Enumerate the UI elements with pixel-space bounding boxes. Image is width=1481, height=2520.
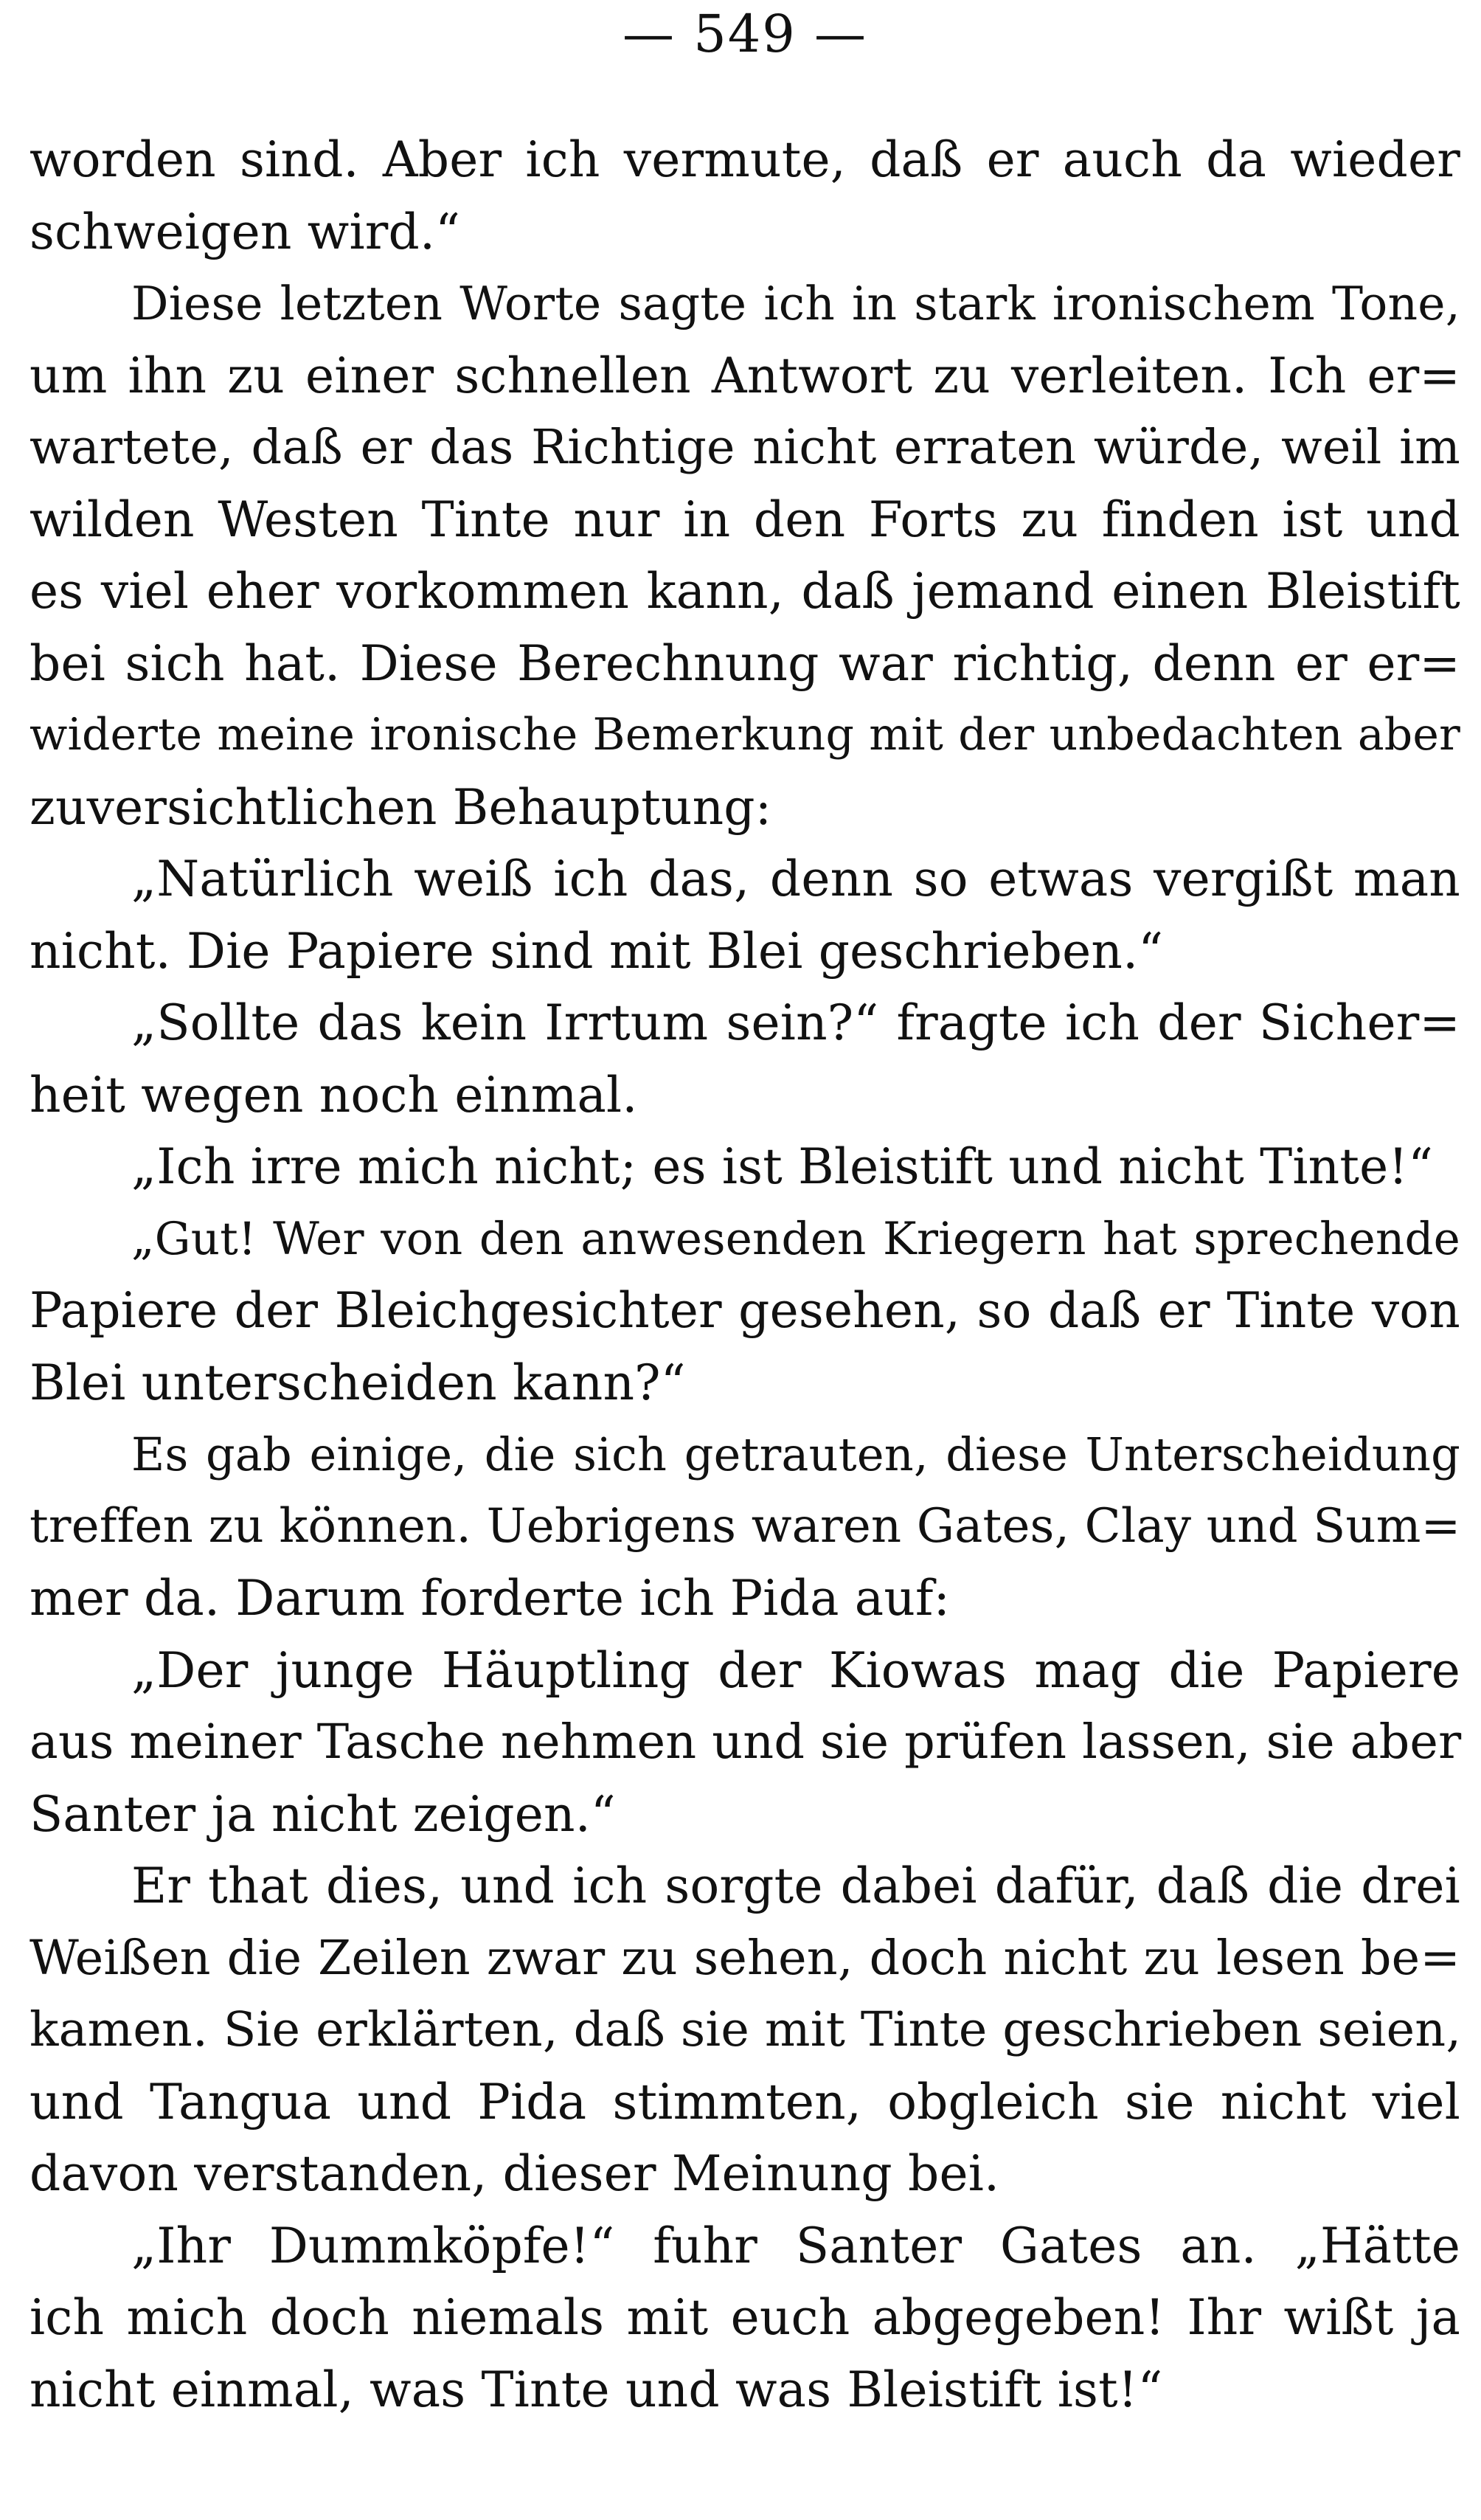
- text-line: ich mich doch niemals mit euch abgegeben! Ihr wißt ja: [30, 2289, 1460, 2346]
- text-line: worden sind. Aber ich vermute, daß er auch da wieder: [30, 131, 1460, 188]
- text-line: Er that dies, und ich sorgte dabei dafür, daß die drei: [131, 1858, 1460, 1914]
- text-line: Es gab einige, die sich getrauten, diese Unterscheidung: [131, 1427, 1460, 1481]
- text-line: zuversichtlichen Behauptung:: [30, 778, 772, 836]
- text-line: widerte meine ironische Bemerkung mit der unbedachten aber: [30, 709, 1460, 761]
- text-line: Santer ja nicht zeigen.“: [30, 1785, 616, 1843]
- text-line: um ihn zu einer schnellen Antwort zu verleiten. Ich er=: [30, 347, 1460, 404]
- text-line: davon verstanden, dieser Meinung bei.: [30, 2145, 1000, 2202]
- text-line: „Sollte das kein Irrtum sein?“ fragte ich der Sicher=: [131, 994, 1460, 1051]
- text-line: und Tangua und Pida stimmten, obgleich sie nicht viel: [30, 2073, 1460, 2130]
- text-line: kamen. Sie erklärten, daß sie mit Tinte geschrieben seien,: [30, 2002, 1462, 2057]
- text-line: „Ihr Dummköpfe!“ fuhr Santer Gates an. „Hätte: [131, 2217, 1460, 2274]
- page-number: — 549 —: [622, 4, 868, 64]
- text-line: wilden Westen Tinte nur in den Forts zu finden ist und: [30, 491, 1460, 548]
- text-line: heit wegen noch einmal.: [30, 1066, 638, 1124]
- text-line: „Natürlich weiß ich das, denn so etwas vergißt man: [131, 851, 1460, 907]
- text-line: nicht einmal, was Tinte und was Bleistift ist!“: [30, 2361, 1163, 2418]
- body-text: [30, 124, 1460, 2426]
- text-line: treffen zu können. Uebrigens waren Gates, Clay und Sum=: [30, 1498, 1461, 1554]
- text-line: Diese letzten Worte sagte ich in stark ironischem Tone,: [131, 277, 1460, 330]
- text-line: aus meiner Tasche nehmen und sie prüfen lassen, sie aber: [30, 1714, 1462, 1770]
- book-page: [30, 0, 1460, 2520]
- text-line: es viel eher vorkommen kann, daß jemand einen Bleistift: [30, 563, 1460, 620]
- text-line: „Der junge Häuptling der Kiowas mag die Papiere: [131, 1641, 1460, 1699]
- text-line: mer da. Darum forderte ich Pida auf:: [30, 1570, 951, 1627]
- text-line: schweigen wird.“: [30, 203, 461, 260]
- text-line: Blei unterscheiden kann?“: [30, 1354, 686, 1411]
- text-line: bei sich hat. Diese Berechnung war richtig, denn er er=: [30, 634, 1460, 692]
- text-line: „Gut! Wer von den anwesenden Kriegern hat sprechende: [131, 1212, 1460, 1265]
- text-line: Papiere der Bleichgesichter gesehen, so daß er Tinte von: [30, 1282, 1460, 1339]
- text-line: Weißen die Zeilen zwar zu sehen, doch nicht zu lesen be=: [30, 1930, 1460, 1986]
- text-line: wartete, daß er das Richtige nicht erraten würde, weil im: [30, 420, 1460, 475]
- text-line: „Ich irre mich nicht; es ist Bleistift und nicht Tinte!“: [131, 1138, 1434, 1195]
- text-line: nicht. Die Papiere sind mit Blei geschrieben.“: [30, 922, 1164, 980]
